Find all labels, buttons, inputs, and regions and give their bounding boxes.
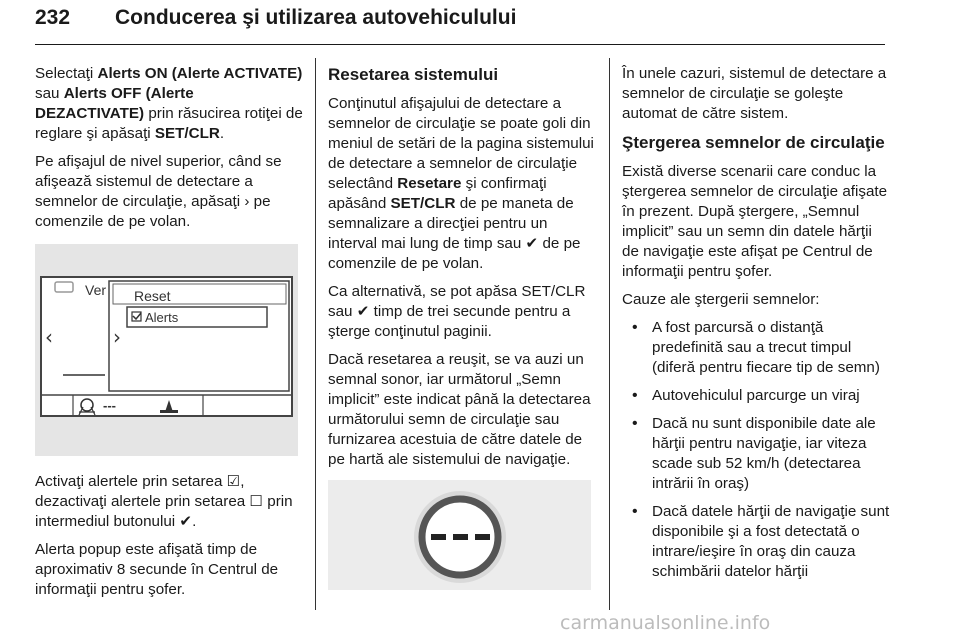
causes-list [622, 318, 890, 582]
paragraph-reset-content: Conţinutul afişajului de detectare a semnelor de circulaţie se poate goli din meniul de setări de la pagina sistemului de detectare a semnelor de circulaţie selectând Resetare şi confirmaţi apăsând SET/CLR de pe maneta de semnalizare a direcţiei pentru un interval mai lung de timp sau ✔ de pe comenzile de pe volan. [328, 95, 594, 272]
list-item: • A fost parcursă o distanţă predefinită sau a trecut timpul (diferă pentru fiecare tip de semn) [622, 318, 890, 378]
list-item: • Dacă datele hărţii de navigaţie sunt disponibile şi a fost detectată o intrare/ieşire în oraş din cauza schimbării datelor hărţii [622, 502, 890, 582]
dashes-text: --- [103, 398, 116, 413]
ver-label: Ver [85, 282, 107, 298]
paragraph-select-alerts: Selectaţi Alerts ON (Alerte ACTIVATE) sau Alerts OFF (Alerte DEZACTIVATE) prin răsucirea rotiţei de reglare şi apăsaţi SET/CLR. [35, 65, 303, 142]
paragraph-auto-clear: În unele cazuri, sistemul de detectare a semnelor de circulaţie se goleşte automat de către sistem. [622, 65, 887, 122]
menu-item-reset: Reset [134, 288, 171, 304]
header-rule [35, 44, 885, 45]
page-number: 232 [35, 6, 71, 29]
paragraph-activate: Activaţi alertele prin setarea ☑, dezactivaţi alertele prin setarea ☐ prin intermediul butonului ✔. [35, 473, 293, 530]
nav-right-icon: › [113, 325, 121, 349]
default-sign-svg [328, 480, 591, 590]
page-header [35, 6, 885, 46]
page-title: Conducerea şi utilizarea autovehiculului [115, 6, 517, 29]
paragraph-top-level: Pe afişajul de nivel superior, când se afişează sistemul de detectare a semnelor de circulaţie, apăsaţi › pe comenzile de pe volan. [35, 153, 282, 230]
list-item: • Dacă nu sunt disponibile date ale hărţii pentru navigaţie, iar viteza scade sub 52 km/h (detectarea intrării în oraş) [622, 414, 890, 494]
default-sign-illustration [328, 480, 591, 590]
paragraph-reset-success: Dacă resetarea a reuşit, se va auzi un semnal sonor, iar următorul „Semn implicit” este indicat până la detectarea următorului semn de circulaţie sau furnizarea acestuia de către datele de pe hartă ale sistemului de navigaţie. [328, 351, 591, 468]
paragraph-popup: Alerta popup este afişată timp de aproximativ 8 secunde în Centrul de informaţii pentru şofer. [35, 541, 279, 598]
menu-item-alerts: Alerts [145, 310, 179, 325]
paragraph-scenarios: Există diverse scenarii care conduc la ştergerea semnelor de circulaţie afişate în prezent. După ştergere, „Semnul implicit” sau un semn din datele hărţii de navigaţie este afişat pe Centrul de informaţii pentru şofer. [622, 163, 888, 280]
heading-reset: Resetarea sistemului [328, 65, 499, 84]
heading-clearing: Ştergerea semnelor de circulaţie [622, 133, 885, 152]
watermark: carmanualsonline.info [560, 612, 771, 634]
column-divider-2 [609, 58, 610, 610]
column-3 [622, 64, 890, 590]
paragraph-alternative: Ca alternativă, se pot apăsa SET/CLR sau ✔ timp de trei secunde pentru a şterge conţinutul paginii. [328, 283, 586, 340]
column-2 [328, 64, 596, 590]
column-1 [35, 64, 303, 608]
display-screen-svg [35, 244, 298, 456]
nav-left-icon: ‹ [45, 325, 53, 349]
chevron-right-icon: › [244, 193, 250, 210]
column-divider-1 [315, 58, 316, 610]
display-illustration [35, 244, 298, 456]
paragraph-causes: Cauze ale ştergerii semnelor: [622, 291, 820, 308]
list-item: • Autovehiculul parcurge un viraj [622, 386, 890, 406]
